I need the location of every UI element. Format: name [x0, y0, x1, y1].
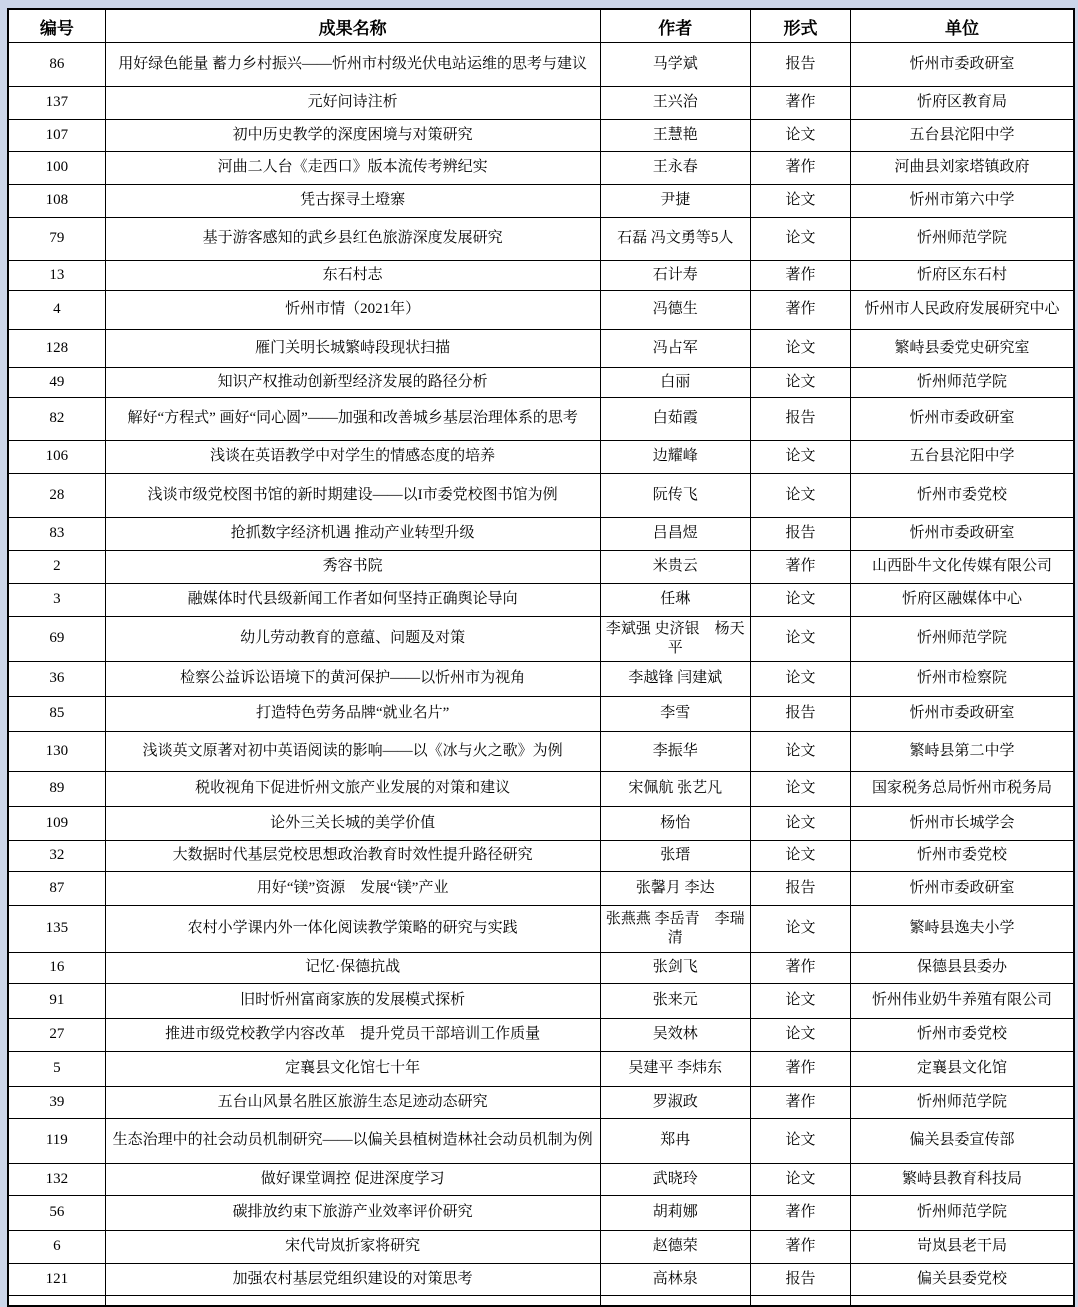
cell-id: 2 [8, 551, 105, 584]
cell-author: 杨怡 [600, 807, 750, 841]
cell-form: 论文 [750, 841, 850, 872]
cell-form: 著作 [750, 261, 850, 291]
cell-empty [600, 1296, 750, 1306]
cell-id: 32 [8, 841, 105, 872]
cell-author: 米贵云 [600, 551, 750, 584]
table-row [8, 984, 1074, 1019]
cell-id: 121 [8, 1264, 105, 1296]
cell-unit: 定襄县文化馆 [851, 1052, 1074, 1087]
cell-empty [750, 1296, 850, 1306]
cell-form: 报告 [750, 697, 850, 732]
cell-author: 任琳 [600, 584, 750, 617]
cell-unit: 忻州市委政研室 [851, 43, 1074, 87]
cell-unit: 忻府区融媒体中心 [851, 584, 1074, 617]
table-row [8, 617, 1074, 662]
cell-title: 知识产权推动创新型经济发展的路径分析 [105, 368, 600, 398]
cell-title: 税收视角下促进忻州文旅产业发展的对策和建议 [105, 772, 600, 807]
cell-author: 张燕燕 李岳青 李瑞清 [600, 906, 750, 953]
cell-title: 秀容书院 [105, 551, 600, 584]
cell-id: 86 [8, 43, 105, 87]
col-header-title: 成果名称 [105, 9, 600, 43]
cell-id: 109 [8, 807, 105, 841]
cell-form: 论文 [750, 984, 850, 1019]
cell-author: 石计寿 [600, 261, 750, 291]
cell-form: 论文 [750, 185, 850, 218]
cell-title: 忻州市情（2021年） [105, 291, 600, 330]
table-row [8, 732, 1074, 772]
cell-unit: 忻州市委政研室 [851, 518, 1074, 551]
cell-author: 尹捷 [600, 185, 750, 218]
cell-form: 论文 [750, 441, 850, 474]
cell-unit: 保德县县委办 [851, 953, 1074, 984]
table-row [8, 584, 1074, 617]
cell-title: 加强农村基层党组织建设的对策思考 [105, 1264, 600, 1296]
cell-unit: 繁峙县委党史研究室 [851, 330, 1074, 368]
table-row [8, 1119, 1074, 1164]
cell-form: 报告 [750, 1264, 850, 1296]
cell-form: 报告 [750, 398, 850, 441]
cell-unit: 忻州市委政研室 [851, 398, 1074, 441]
table-row [8, 953, 1074, 984]
cell-form: 著作 [750, 551, 850, 584]
cell-unit: 偏关县委宣传部 [851, 1119, 1074, 1164]
cell-title: 融媒体时代县级新闻工作者如何坚持正确舆论导向 [105, 584, 600, 617]
cell-unit: 国家税务总局忻州市税务局 [851, 772, 1074, 807]
header-row [8, 9, 1074, 43]
cell-form: 著作 [750, 291, 850, 330]
cell-author: 赵德荣 [600, 1231, 750, 1264]
cell-author: 宋佩航 张艺凡 [600, 772, 750, 807]
cell-title: 浅谈在英语教学中对学生的情感态度的培养 [105, 441, 600, 474]
cell-id: 137 [8, 87, 105, 120]
table-row [8, 43, 1074, 87]
cell-title: 初中历史教学的深度困境与对策研究 [105, 120, 600, 152]
cell-id: 69 [8, 617, 105, 662]
cell-title: 五台山风景名胜区旅游生态足迹动态研究 [105, 1087, 600, 1119]
cell-id: 89 [8, 772, 105, 807]
cell-title: 东石村志 [105, 261, 600, 291]
cell-title: 凭古探寻土墱寨 [105, 185, 600, 218]
table-row [8, 518, 1074, 551]
table-row [8, 1196, 1074, 1231]
cell-title: 浅谈英文原著对初中英语阅读的影响——以《冰与火之歌》为例 [105, 732, 600, 772]
cell-form: 著作 [750, 953, 850, 984]
cell-title: 打造特色劳务品牌“就业名片” [105, 697, 600, 732]
cell-empty [851, 1296, 1074, 1306]
cell-title: 推进市级党校教学内容改革 提升党员干部培训工作质量 [105, 1019, 600, 1052]
table-row [8, 807, 1074, 841]
cell-unit: 忻州师范学院 [851, 617, 1074, 662]
col-header-form: 形式 [750, 9, 850, 43]
cell-author: 吕昌煜 [600, 518, 750, 551]
table-row [8, 474, 1074, 518]
cell-id: 108 [8, 185, 105, 218]
cell-unit: 忻州市委政研室 [851, 872, 1074, 906]
table-row [8, 1019, 1074, 1052]
table-row [8, 441, 1074, 474]
cell-id: 119 [8, 1119, 105, 1164]
cell-title: 定襄县文化馆七十年 [105, 1052, 600, 1087]
cell-title: 解好“方程式” 画好“同心圆”——加强和改善城乡基层治理体系的思考 [105, 398, 600, 441]
cell-title: 宋代岢岚折家将研究 [105, 1231, 600, 1264]
cell-id: 85 [8, 697, 105, 732]
cell-form: 报告 [750, 872, 850, 906]
cell-id: 107 [8, 120, 105, 152]
cell-author: 李振华 [600, 732, 750, 772]
cell-author: 李雪 [600, 697, 750, 732]
cell-id: 28 [8, 474, 105, 518]
cell-id: 3 [8, 584, 105, 617]
cell-id: 39 [8, 1087, 105, 1119]
table-row [8, 152, 1074, 185]
table-body [8, 43, 1074, 1306]
table-row [8, 87, 1074, 120]
table-row [8, 662, 1074, 697]
cell-unit: 偏关县委党校 [851, 1264, 1074, 1296]
cell-unit: 忻府区东石村 [851, 261, 1074, 291]
cell-form: 论文 [750, 772, 850, 807]
cell-form: 著作 [750, 1052, 850, 1087]
cell-author: 边耀峰 [600, 441, 750, 474]
cell-id: 135 [8, 906, 105, 953]
table-row [8, 772, 1074, 807]
cell-title: 元好问诗注析 [105, 87, 600, 120]
cell-id: 56 [8, 1196, 105, 1231]
cell-id: 91 [8, 984, 105, 1019]
cell-author: 张馨月 李达 [600, 872, 750, 906]
cell-id: 49 [8, 368, 105, 398]
cell-title: 雁门关明长城繁峙段现状扫描 [105, 330, 600, 368]
cell-form: 论文 [750, 368, 850, 398]
cell-unit: 河曲县刘家塔镇政府 [851, 152, 1074, 185]
cell-id: 100 [8, 152, 105, 185]
cell-author: 王永春 [600, 152, 750, 185]
cell-title: 幼儿劳动教育的意蕴、问题及对策 [105, 617, 600, 662]
cell-author: 王兴治 [600, 87, 750, 120]
cell-title: 抢抓数字经济机遇 推动产业转型升级 [105, 518, 600, 551]
cell-form: 论文 [750, 474, 850, 518]
cell-author: 冯占军 [600, 330, 750, 368]
cell-unit: 忻州师范学院 [851, 218, 1074, 261]
cell-author: 吴效林 [600, 1019, 750, 1052]
cell-form: 论文 [750, 1164, 850, 1196]
cell-id: 79 [8, 218, 105, 261]
cell-id: 130 [8, 732, 105, 772]
cell-unit: 忻府区教育局 [851, 87, 1074, 120]
cell-title: 农村小学课内外一体化阅读教学策略的研究与实践 [105, 906, 600, 953]
cell-form: 著作 [750, 87, 850, 120]
cell-author: 张剑飞 [600, 953, 750, 984]
cell-id: 83 [8, 518, 105, 551]
table-row [8, 872, 1074, 906]
cell-unit: 忻州市检察院 [851, 662, 1074, 697]
cell-id: 4 [8, 291, 105, 330]
cell-author: 石磊 冯文勇等5人 [600, 218, 750, 261]
cell-author: 白茹霞 [600, 398, 750, 441]
cell-title: 生态治理中的社会动员机制研究——以偏关县植树造林社会动员机制为例 [105, 1119, 600, 1164]
col-header-id: 编号 [8, 9, 105, 43]
table-row [8, 330, 1074, 368]
table-row [8, 551, 1074, 584]
cell-author: 张瑨 [600, 841, 750, 872]
cell-unit: 忻州市委党校 [851, 474, 1074, 518]
cell-form: 论文 [750, 120, 850, 152]
cell-form: 著作 [750, 1196, 850, 1231]
cell-id: 128 [8, 330, 105, 368]
table-row [8, 368, 1074, 398]
cell-form: 报告 [750, 43, 850, 87]
cell-unit: 忻州师范学院 [851, 1087, 1074, 1119]
cell-title: 浅谈市级党校图书馆的新时期建设——以I市委党校图书馆为例 [105, 474, 600, 518]
cell-id: 36 [8, 662, 105, 697]
cell-id: 87 [8, 872, 105, 906]
cell-unit: 忻州市委党校 [851, 841, 1074, 872]
cell-unit: 忻州市第六中学 [851, 185, 1074, 218]
cell-title: 检察公益诉讼语境下的黄河保护——以忻州市为视角 [105, 662, 600, 697]
table-row [8, 120, 1074, 152]
cell-form: 论文 [750, 906, 850, 953]
cell-unit: 山西卧牛文化传媒有限公司 [851, 551, 1074, 584]
table-row [8, 398, 1074, 441]
cell-unit: 忻州市委政研室 [851, 697, 1074, 732]
table-row [8, 1264, 1074, 1296]
table-row [8, 1087, 1074, 1119]
cell-title: 记忆·保德抗战 [105, 953, 600, 984]
cell-form: 论文 [750, 617, 850, 662]
cell-unit: 五台县沱阳中学 [851, 441, 1074, 474]
cell-unit: 忻州师范学院 [851, 368, 1074, 398]
cell-empty [105, 1296, 600, 1306]
cell-author: 阮传飞 [600, 474, 750, 518]
cell-title: 旧时忻州富商家族的发展模式探析 [105, 984, 600, 1019]
cell-unit: 忻州市人民政府发展研究中心 [851, 291, 1074, 330]
partial-row [8, 1296, 1074, 1306]
cell-unit: 岢岚县老干局 [851, 1231, 1074, 1264]
cell-form: 论文 [750, 807, 850, 841]
table-row [8, 906, 1074, 953]
cell-author: 冯德生 [600, 291, 750, 330]
cell-author: 白丽 [600, 368, 750, 398]
cell-form: 著作 [750, 1231, 850, 1264]
cell-author: 张来元 [600, 984, 750, 1019]
cell-author: 高林泉 [600, 1264, 750, 1296]
table-row [8, 1164, 1074, 1196]
cell-form: 论文 [750, 1119, 850, 1164]
cell-author: 李斌强 史济银 杨天平 [600, 617, 750, 662]
cell-title: 碳排放约束下旅游产业效率评价研究 [105, 1196, 600, 1231]
cell-form: 论文 [750, 1019, 850, 1052]
table-row [8, 185, 1074, 218]
cell-form: 论文 [750, 584, 850, 617]
cell-id: 5 [8, 1052, 105, 1087]
cell-title: 河曲二人台《走西口》版本流传考辨纪实 [105, 152, 600, 185]
table-row [8, 218, 1074, 261]
cell-title: 大数据时代基层党校思想政治教育时效性提升路径研究 [105, 841, 600, 872]
cell-unit: 繁峙县逸夫小学 [851, 906, 1074, 953]
table-row [8, 1231, 1074, 1264]
cell-author: 胡莉娜 [600, 1196, 750, 1231]
table-row [8, 291, 1074, 330]
cell-author: 李越锋 闫建斌 [600, 662, 750, 697]
cell-title: 用好绿色能量 蓄力乡村振兴——忻州市村级光伏电站运维的思考与建议 [105, 43, 600, 87]
cell-unit: 繁峙县第二中学 [851, 732, 1074, 772]
cell-title: 做好课堂调控 促进深度学习 [105, 1164, 600, 1196]
cell-id: 132 [8, 1164, 105, 1196]
cell-form: 著作 [750, 1087, 850, 1119]
cell-unit: 繁峙县教育科技局 [851, 1164, 1074, 1196]
results-table-container [7, 8, 1075, 1307]
cell-unit: 五台县沱阳中学 [851, 120, 1074, 152]
table-row [8, 697, 1074, 732]
col-header-unit: 单位 [851, 9, 1074, 43]
results-table [7, 8, 1075, 1307]
cell-author: 郑冉 [600, 1119, 750, 1164]
cell-id: 16 [8, 953, 105, 984]
cell-form: 论文 [750, 330, 850, 368]
cell-id: 106 [8, 441, 105, 474]
cell-form: 论文 [750, 218, 850, 261]
table-row [8, 261, 1074, 291]
cell-form: 论文 [750, 662, 850, 697]
cell-form: 论文 [750, 732, 850, 772]
cell-id: 6 [8, 1231, 105, 1264]
cell-unit: 忻州市长城学会 [851, 807, 1074, 841]
cell-title: 用好“镁”资源 发展“镁”产业 [105, 872, 600, 906]
cell-id: 13 [8, 261, 105, 291]
cell-title: 基于游客感知的武乡县红色旅游深度发展研究 [105, 218, 600, 261]
table-row [8, 1052, 1074, 1087]
cell-author: 罗淑政 [600, 1087, 750, 1119]
cell-form: 报告 [750, 518, 850, 551]
cell-author: 马学斌 [600, 43, 750, 87]
cell-id: 27 [8, 1019, 105, 1052]
table-row [8, 841, 1074, 872]
cell-title: 论外三关长城的美学价值 [105, 807, 600, 841]
cell-author: 王慧艳 [600, 120, 750, 152]
cell-empty [8, 1296, 105, 1306]
col-header-author: 作者 [600, 9, 750, 43]
cell-id: 82 [8, 398, 105, 441]
cell-unit: 忻州师范学院 [851, 1196, 1074, 1231]
cell-author: 吴建平 李炜东 [600, 1052, 750, 1087]
cell-author: 武晓玲 [600, 1164, 750, 1196]
cell-form: 著作 [750, 152, 850, 185]
cell-unit: 忻州市委党校 [851, 1019, 1074, 1052]
cell-unit: 忻州伟业奶牛养殖有限公司 [851, 984, 1074, 1019]
